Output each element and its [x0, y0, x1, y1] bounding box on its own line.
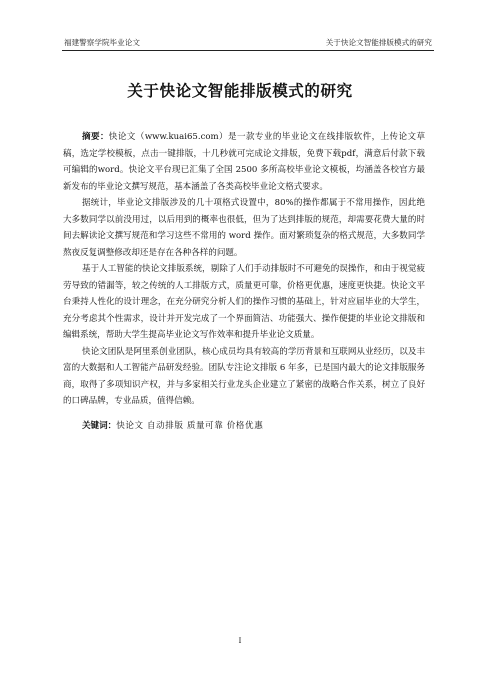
abstract-paragraph — [63, 129, 425, 195]
keywords-label: 关键词： — [82, 420, 117, 431]
body-paragraph-1: 据统计，毕业论文排版涉及的几十项格式设置中，80%的操作都属于不常用操作，因此绝大多数同学以前没用过，以后用到的概率也很低，但为了达到排版的规范，却需要花费大量的时间去解读论文撰写规范和学习这些不常用的 word 操作。面对繁琐复杂的格式规范，大多数同学熬夜反复调整修改却还是存在各种各样的问题。 — [63, 198, 425, 258]
paper-title: 关于快论文智能排版模式的研究 — [127, 82, 353, 100]
abstract-label: 摘要： — [82, 132, 109, 142]
header-paper-title: 关于快论文智能排版模式的研究 — [325, 38, 432, 47]
page-header — [62, 36, 434, 51]
body-paragraph-2: 基于人工智能的快论文排版系统，剔除了人们手动排版时不可避免的误操作，和由于视觉疲劳导致的错漏等，较之传统的人工排版方式，质量更可靠，价格更优惠，速度更快捷。快论文平台秉持人性化的设计理念，在充分研究分析人们的操作习惯的基础上，针对应届毕业的大学生，充分考虑其个性需求，设计并开发完成了一个界面简洁、功能强大、操作便捷的毕业论文排版和编辑系统，帮助大学生提高毕业论文写作效率和提升毕业论文质量。 — [63, 264, 425, 340]
abstract-body — [63, 129, 425, 434]
keywords-text: 快论文 自动排版 质量可靠 价格优惠 — [116, 420, 264, 431]
header-school: 福建警察学院毕业论文 — [64, 38, 140, 47]
abstract-text: 快论文（www.kuai65.com）是一款专业的毕业论文在线排版软件，上传论文草稿，选定学校模板，点击一键排版，十几秒就可完成论文排版，免费下载pdf，满意后付款下载可编辑的word。快论文平台现已汇集了全国 2500 多所高校毕业论文模板，均涵盖各校官方最新发布的毕业论文撰写规范，基本涵盖了各类高校毕业论文格式要求。 — [63, 132, 425, 192]
page-number: I — [238, 636, 242, 645]
keywords-line — [63, 418, 425, 435]
body-paragraph-3: 快论文团队是阿里系创业团队，核心成员均具有较高的学历背景和互联网从业经历，以及丰富的大数据和人工智能产品研发经验。团队专注论文排版 6 年多，已是国内最大的论文排版服务商，取得了多项知识产权，并与多家相关行业龙头企业建立了紧密的战略合作关系，树立了良好的口碑品牌，专业品质，值得信赖。 — [63, 346, 425, 406]
